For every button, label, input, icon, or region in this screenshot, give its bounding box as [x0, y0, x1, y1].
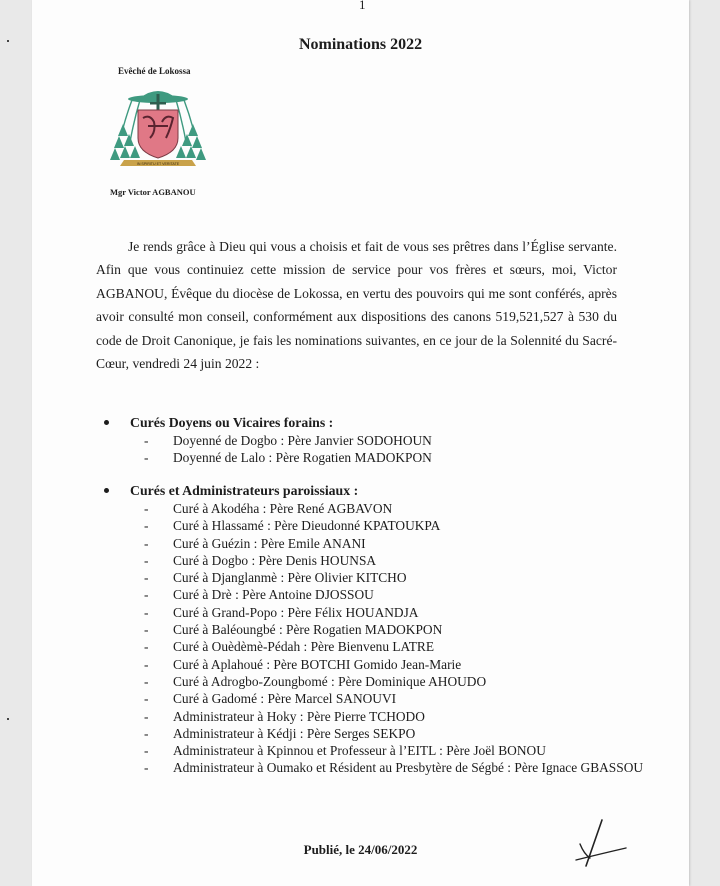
list-item: - Administrateur à Hoky : Père Pierre TCHODO: [130, 708, 650, 725]
section-heading-deans: Curés Doyens ou Vicaires forains :: [130, 413, 650, 432]
list-item: - Curé à Aplahoué : Père BOTCHI Gomido Jean-Marie: [130, 656, 650, 673]
list-item: - Curé à Baléoungbé : Père Rogatien MADOKPON: [130, 621, 650, 638]
intro-paragraph: Je rends grâce à Dieu qui vous a choisis et fait de vous ses prêtres dans l’Église servante. Afin que vous continuiez cette mission de service pour vos frères et sœurs, moi, Victor AGBANOU, Évêque du diocèse de Lokossa, en vertu des pouvoirs qui me sont conférés, après avoir consulté mon conseil, conformément aux dispositions des canons 519,521,527 à 530 du code de Droit Canonique, je fais les nominations suivantes, en ce jour de la Solennité du Sacré-Cœur, vendredi 24 juin 2022 :: [96, 239, 617, 372]
list-item: - Curé à Guézin : Père Emile ANANI: [130, 535, 650, 552]
diocese-label: Evêché de Lokossa: [118, 66, 191, 76]
section-heading-parishes: Curés et Administrateurs paroissiaux :: [130, 481, 650, 500]
list-item: - Curé à Dogbo : Père Denis HOUNSA: [130, 552, 650, 569]
publication-date: Publié, le 24/06/2022: [303, 842, 418, 857]
document-title: Nominations 2022: [298, 36, 423, 53]
list-item: - Curé à Djanglanmè : Père Olivier KITCHO: [130, 569, 650, 586]
page-number: 1: [359, 0, 366, 12]
list-item: - Doyenné de Dogbo : Père Janvier SODOHOUN: [130, 432, 650, 449]
list-item: - Curé à Ouèdèmè-Pédah : Père Bienvenu LATRE: [130, 638, 650, 655]
list-item: - Curé à Drè : Père Antoine DJOSSOU: [130, 586, 650, 603]
list-item: - Curé à Akodéha : Père René AGBAVON: [130, 500, 650, 517]
section-deans: [130, 413, 650, 467]
coat-of-arms-icon: [110, 86, 206, 172]
list-item: - Administrateur à Kpinnou et Professeur à l’EITL : Père Joël BONOU: [130, 742, 650, 759]
bishop-name: Mgr Victor AGBANOU: [110, 187, 196, 197]
deans-list: [130, 432, 650, 467]
parishes-list: [130, 500, 650, 777]
crest-ribbon-text: IN SPIRITU ET VERITATE: [136, 162, 180, 166]
list-item: - Curé à Adrogbo-Zoungbomé : Père Dominique AHOUDO: [130, 673, 650, 690]
signature-icon: [572, 814, 632, 874]
list-item: - Curé à Grand-Popo : Père Félix HOUANDJA: [130, 604, 650, 621]
list-item: - Curé à Hlassamé : Père Dieudonné KPATOUKPA: [130, 517, 650, 534]
list-item: - Curé à Gadomé : Père Marcel SANOUVI: [130, 690, 650, 707]
section-parishes: [130, 481, 650, 777]
list-item: - Administrateur à Kédji : Père Serges SEKPO: [130, 725, 650, 742]
list-item: - Doyenné de Lalo : Père Rogatien MADOKPON: [130, 449, 650, 466]
list-item: - Administrateur à Oumako et Résident au Presbytère de Ségbé : Père Ignace GBASSOU: [130, 759, 650, 776]
scan-mark: [7, 718, 9, 720]
document-page: [32, 0, 689, 886]
scan-mark: [7, 40, 9, 42]
